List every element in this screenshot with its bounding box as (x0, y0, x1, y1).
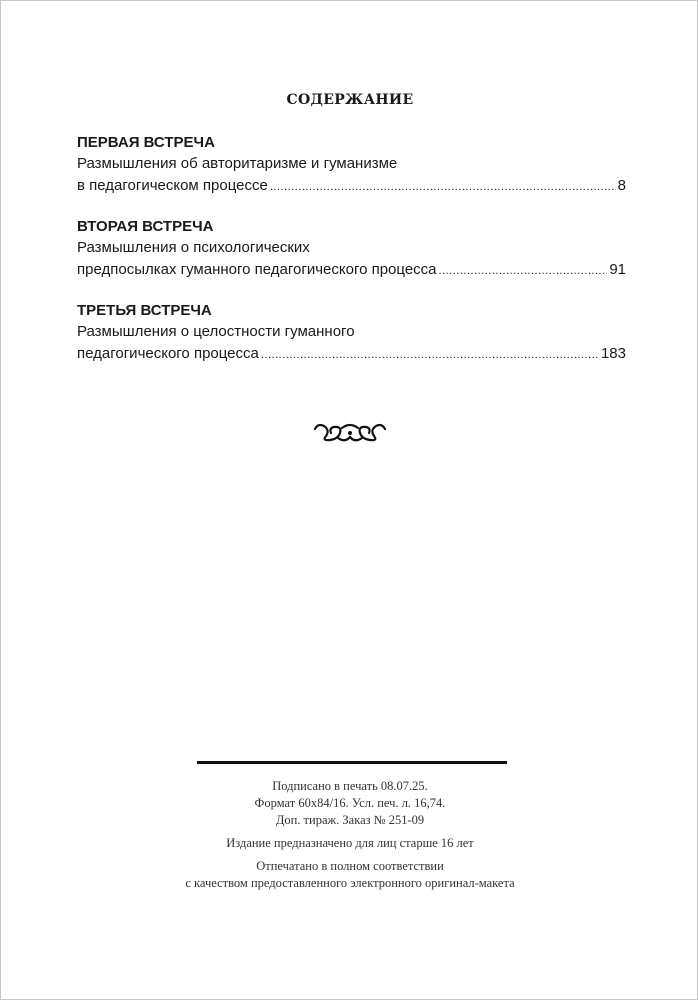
toc-text: Размышления об авторитаризме и гуманизме (77, 155, 398, 172)
toc-entry-3 (77, 300, 626, 364)
toc-heading: ВТОРАЯ ВСТРЕЧА (77, 218, 214, 235)
imprint-line: с качеством предоставленного электронного оригинал-макета (185, 876, 515, 890)
toc-entry-1 (77, 132, 626, 196)
age-rating: Издание предназначено для лиц старше 16 лет (226, 836, 474, 850)
ornament-icon (312, 419, 388, 445)
toc-text: в педагогическом процессе (77, 176, 268, 194)
imprint-line: Подписано в печать 08.07.25. (272, 779, 428, 793)
toc-text: педагогического процесса (77, 344, 259, 362)
imprint-line: Доп. тираж. Заказ № 251-09 (275, 813, 425, 827)
imprint-line: Отпечатано в полном соответствии (256, 859, 444, 873)
page-title: СОДЕРЖАНИЕ (286, 92, 414, 108)
toc-page-number: 183 (600, 344, 626, 362)
imprint-line: Формат 60x84/16. Усл. печ. л. 16,74. (254, 796, 446, 810)
divider-rule (197, 761, 507, 764)
toc-heading: ПЕРВАЯ ВСТРЕЧА (77, 134, 215, 151)
toc-page-number: 8 (617, 176, 626, 194)
toc-leader (270, 175, 616, 199)
toc-leader (261, 343, 599, 367)
toc-text: Размышления о психологических (77, 239, 310, 256)
toc-entry-2 (77, 216, 626, 280)
toc-leader (439, 259, 608, 283)
toc-text: предпосылках гуманного педагогического процесса (77, 260, 437, 278)
toc-page-number: 91 (609, 260, 626, 278)
toc-text: Размышления о целостности гуманного (77, 323, 355, 340)
toc-heading: ТРЕТЬЯ ВСТРЕЧА (77, 302, 212, 319)
